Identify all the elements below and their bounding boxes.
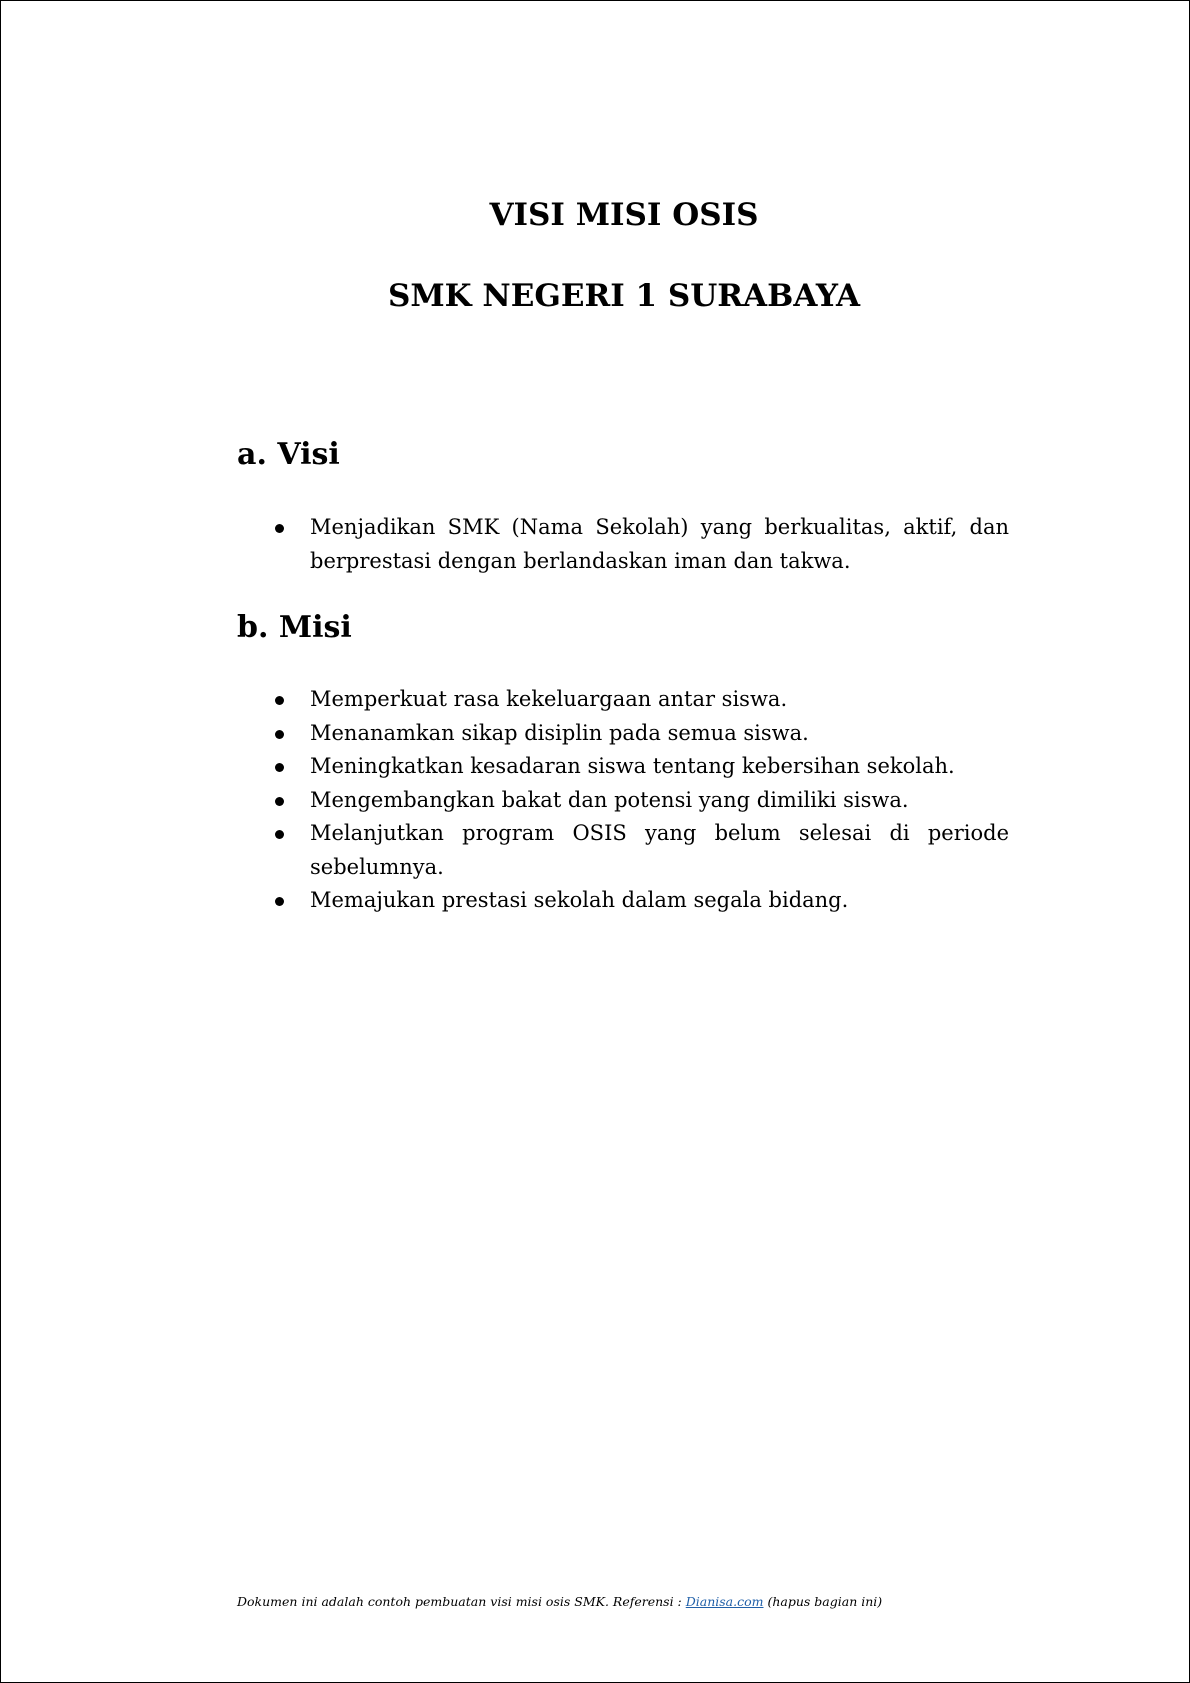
misi-list-item	[237, 784, 1009, 818]
visi-list-item	[237, 511, 1009, 578]
bullet-icon	[275, 524, 284, 533]
misi-list-item	[237, 750, 1009, 784]
footer-text-before: Dokumen ini adalah contoh pembuatan visi misi osis SMK. Referensi :	[237, 1594, 686, 1609]
misi-list-item	[237, 884, 1009, 918]
misi-item-text: Memperkuat rasa kekeluargaan antar siswa.	[310, 687, 788, 711]
misi-item-text: Memajukan prestasi sekolah dalam segala bidang.	[310, 888, 849, 912]
misi-item-text: Melanjutkan program OSIS yang belum selesai di periode sebelumnya.	[310, 821, 1009, 879]
misi-item-text: Mengembangkan bakat dan potensi yang dimiliki siswa.	[310, 787, 909, 812]
footer-note	[237, 1594, 882, 1609]
bullet-icon	[275, 797, 284, 806]
bullet-icon	[275, 830, 284, 839]
document-title: VISI MISI OSIS	[489, 197, 759, 233]
bullet-icon	[275, 763, 284, 772]
reference-link[interactable]: Dianisa.com	[685, 1594, 764, 1609]
misi-item-text: Menanamkan sikap disiplin pada semua siswa.	[310, 720, 809, 745]
bullet-icon	[275, 730, 284, 739]
visi-list	[237, 511, 1009, 578]
document-subtitle: SMK NEGERI 1 SURABAYA	[387, 278, 861, 314]
bullet-icon	[275, 897, 284, 906]
misi-item-text: Meningkatkan kesadaran siswa tentang kebersihan sekolah.	[310, 754, 955, 778]
misi-list-item	[237, 817, 1009, 884]
misi-list-item	[237, 717, 1009, 751]
visi-item-text: Menjadikan SMK (Nama Sekolah) yang berkualitas, aktif, dan berprestasi dengan berlandaskan iman dan takwa.	[310, 515, 1009, 573]
misi-list	[237, 683, 1009, 918]
bullet-icon	[275, 696, 284, 705]
misi-heading: b. Misi	[237, 610, 352, 645]
visi-heading: a. Visi	[237, 437, 340, 472]
misi-list-item	[237, 683, 1009, 717]
footer-text-after: (hapus bagian ini)	[763, 1594, 883, 1609]
